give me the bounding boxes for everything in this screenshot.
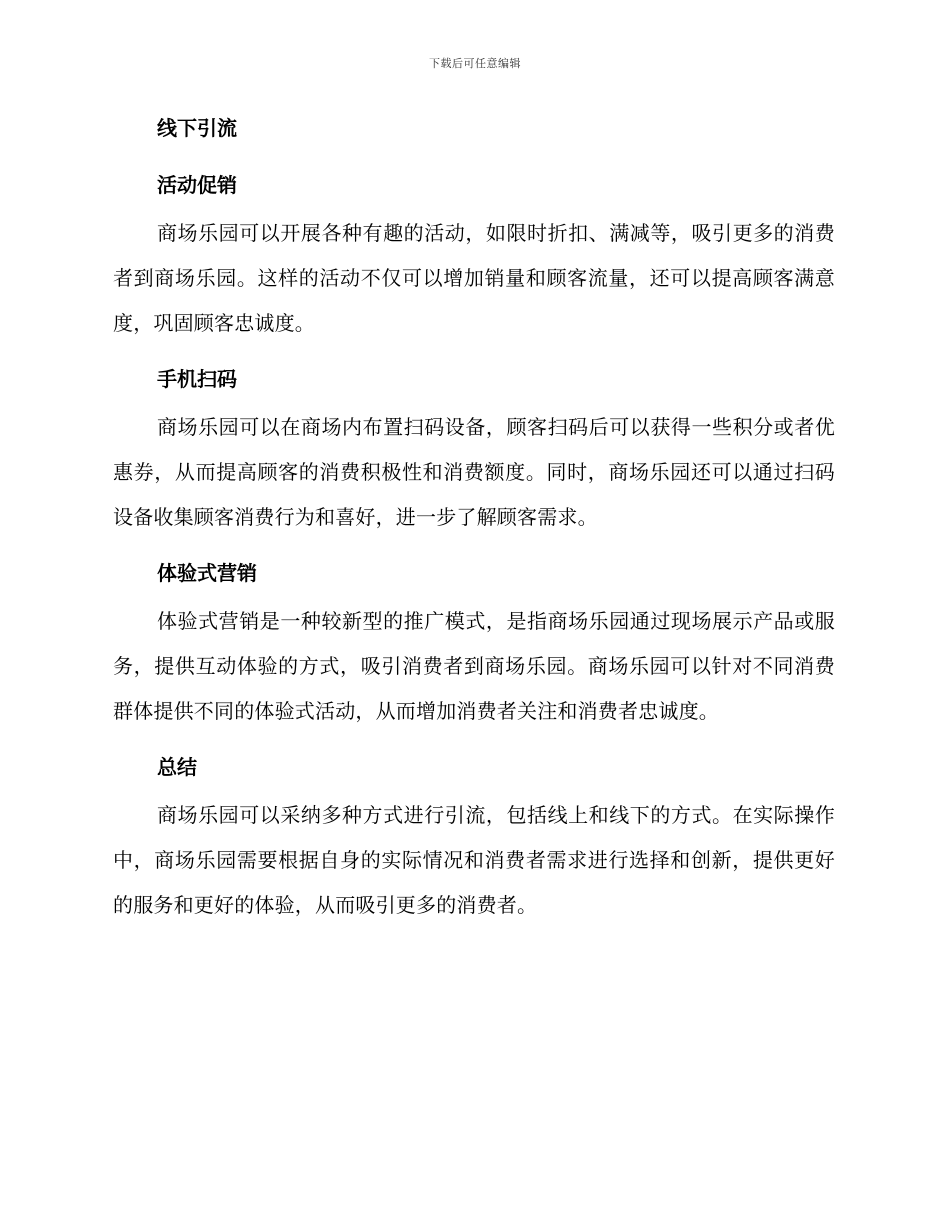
page-header: 下载后可任意编辑 [429,57,521,70]
heading-experiential-marketing: 体验式营销 [157,561,257,585]
heading-mobile-scan: 手机扫码 [157,367,237,391]
heading-promotions: 活动促销 [157,173,237,197]
paragraph-experiential-marketing: 体验式营销是一种较新型的推广模式，是指商场乐园通过现场展示产品或服务，提供互动体验的方式，吸引消费者到商场乐园。商场乐园可以针对不同消费群体提供不同的体验式活动，从而增加消费者关注和消费者忠诚度。 [113,609,835,723]
heading-summary: 总结 [157,755,197,779]
heading-offline-traffic: 线下引流 [157,116,237,140]
document-body [113,112,835,928]
paragraph-summary: 商场乐园可以采纳多种方式进行引流，包括线上和线下的方式。在实际操作中，商场乐园需要根据自身的实际情况和消费者需求进行选择和创新，提供更好的服务和更好的体验，从而吸引更多的消费者。 [113,803,835,917]
paragraph-promotions: 商场乐园可以开展各种有趣的活动，如限时折扣、满减等，吸引更多的消费者到商场乐园。这样的活动不仅可以增加销量和顾客流量，还可以提高顾客满意度，巩固顾客忠诚度。 [113,221,835,335]
paragraph-mobile-scan: 商场乐园可以在商场内布置扫码设备，顾客扫码后可以获得一些积分或者优惠券，从而提高顾客的消费积极性和消费额度。同时，商场乐园还可以通过扫码设备收集顾客消费行为和喜好，进一步了解顾客需求。 [113,415,835,529]
